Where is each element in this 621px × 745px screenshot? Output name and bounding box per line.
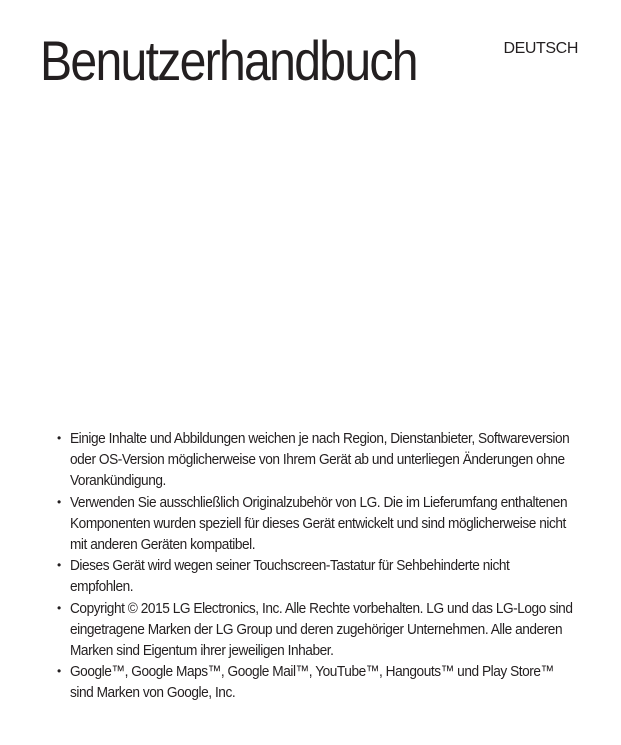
- bullet: •: [57, 558, 61, 573]
- list-item-text: Google™, Google Maps™, Google Mail™, YouTube™, Hangouts™ und Play Store™ sind Marken von Google, Inc.: [70, 663, 554, 702]
- bullet: •: [57, 431, 61, 445]
- list-item: [56, 492, 576, 556]
- list-item: [56, 598, 576, 662]
- list-item-text: Verwenden Sie ausschließlich Originalzubehör von LG. Die im Lieferumfang enthaltenen Komponenten wurden speziell für dieses Gerät entwickelt und sind möglicherweise nicht mit anderen Geräten kompatibel.: [70, 493, 568, 554]
- bullet: •: [57, 600, 61, 615]
- list-item-text: Dieses Gerät wird wegen seiner Touchscreen-Tastatur für Sehbehinderte nicht empfohlen.: [70, 557, 510, 596]
- list-item: [56, 555, 576, 597]
- bullet: •: [57, 494, 61, 509]
- list-item-text: Einige Inhalte und Abbildungen weichen je nach Region, Dienstanbieter, Softwareversion oder OS-Version möglicherweise von Ihrem Gerät ab und unterliegen Änderungen ohne Vorankündigung.: [70, 430, 570, 490]
- list-item-text: Copyright © 2015 LG Electronics, Inc. Alle Rechte vorbehalten. LG und das LG-Logo sind eingetragene Marken der LG Group und deren zugehöriger Unternehmen. Alle anderen Marken sind Eigentum ihrer jeweiligen Inhaber.: [70, 599, 573, 660]
- language-label: DEUTSCH: [503, 40, 578, 57]
- list-item: [56, 428, 576, 492]
- notes-list: [56, 428, 576, 704]
- bullet: •: [57, 664, 61, 679]
- page-title: Benutzerhandbuch: [40, 29, 417, 92]
- list-item: [56, 661, 576, 703]
